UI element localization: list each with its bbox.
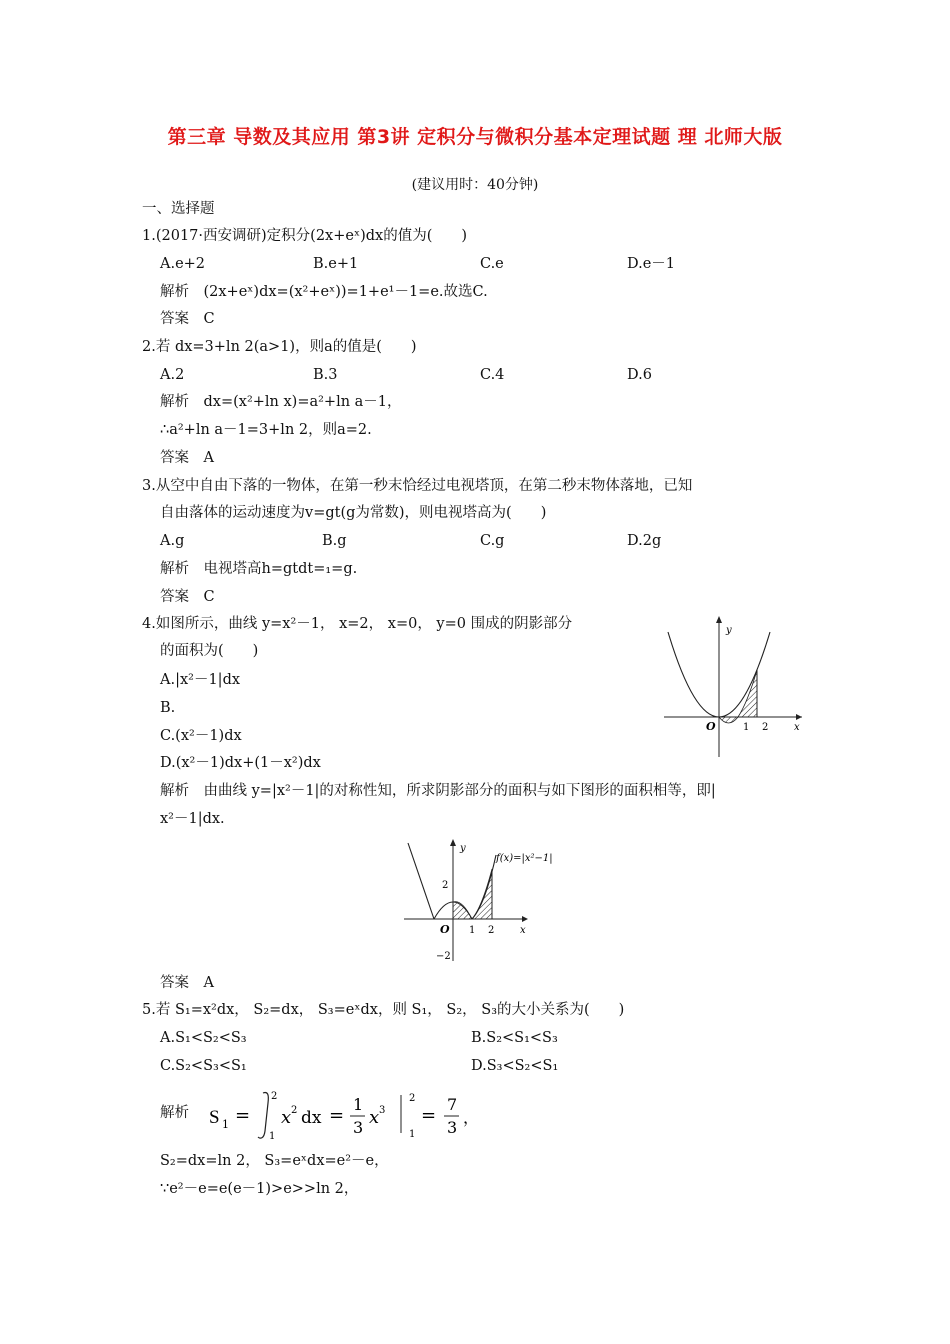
q4-answer: 答案 A [160, 975, 214, 991]
q3-answer: 答案 C [160, 589, 215, 605]
integral-sign-icon [258, 1092, 268, 1138]
fig2-tick-1: 1 [469, 925, 476, 936]
fig2-y-tick-neg2: −2 [436, 951, 451, 962]
q1-option-d: D.e－1 [627, 256, 676, 272]
formula-eval-lower: 1 [409, 1129, 416, 1140]
suggested-time: (建议用时：40分钟) [411, 177, 539, 193]
q1-stem: 1.(2017·西安调研)定积分(2x+eˣ)dx的值为( ) [142, 228, 468, 244]
q3-option-a: A.g [160, 533, 185, 549]
formula-eq-3: = [421, 1105, 437, 1126]
q4-option-a: A.|x²－1|dx [160, 672, 241, 688]
fig1-x-label: x [794, 722, 800, 733]
fig2-y-label: y [460, 843, 466, 854]
q1-answer: 答案 C [160, 311, 215, 327]
q2-option-a: A.2 [160, 367, 185, 383]
formula-dx: dx [301, 1108, 322, 1128]
fig2-tick-2: 2 [488, 925, 495, 936]
q1-analysis: 解析 (2x+eˣ)dx=(x²+eˣ))=1+e¹－1=e.故选C. [160, 284, 488, 300]
q3-stem-2: 自由落体的运动速度为v=gt(g为常数)，则电视塔高为( ) [160, 505, 547, 521]
q4-figure-parabola [660, 612, 810, 762]
formula-x3: x [369, 1107, 380, 1128]
q1-option-a: A.e+2 [160, 256, 206, 272]
fig2-origin: O [440, 923, 450, 936]
fig1-origin: O [706, 720, 716, 733]
q4-stem: 4.如图所示，曲线 y=x²－1， x=2， x=0， y=0 围成的阴影部分 [142, 616, 573, 632]
formula-eq-2: = [329, 1105, 345, 1126]
q5-option-d: D.S₃<S₂<S₁ [471, 1058, 559, 1074]
q2-option-d: D.6 [627, 367, 652, 383]
page-title: 第三章 导数及其应用 第3讲 定积分与微积分基本定理试题 理 北师大版 [167, 126, 783, 148]
q4-stem-2: 的面积为( ) [160, 643, 259, 659]
q4-option-d: D.(x²－1)dx+(1－x²)dx [160, 755, 321, 771]
q4-analysis: 解析 由曲线 y=|x²－1|的对称性知，所求阴影部分的面积与如下图形的面积相等，即| [160, 783, 716, 799]
formula-upper: 2 [271, 1091, 278, 1102]
formula-eval-upper: 2 [409, 1093, 416, 1104]
q4-option-b: B. [160, 700, 176, 716]
q4-option-c: C.(x²－1)dx [160, 728, 242, 744]
q3-option-d: D.2g [627, 533, 662, 549]
q2-answer: 答案 A [160, 450, 214, 466]
formula-tail: ， [463, 1108, 480, 1127]
q3-option-b: B.g [322, 533, 347, 549]
formula-integrand: x [281, 1107, 292, 1128]
fig2-function-label: f(x)=|x²−1| [496, 853, 553, 864]
section-heading: 一、选择题 [142, 201, 215, 217]
q2-analysis: 解析 dx=(x²+ln x)=a²+ln a－1， [160, 394, 402, 410]
formula-lhs-sub: 1 [222, 1118, 229, 1131]
q1-option-b: B.e+1 [313, 256, 359, 272]
q5-analysis-2: S₂=dx=ln 2， S₃=eˣdx=e²－e， [160, 1153, 389, 1169]
q3-option-c: C.g [480, 533, 505, 549]
formula-num: 1 [353, 1095, 364, 1114]
formula-p3: 3 [379, 1105, 386, 1116]
q5-analysis-label: 解析 [160, 1105, 189, 1121]
q1-option-c: C.e [480, 256, 504, 272]
q5-analysis-3: ∵e²－e=e(e－1)>e>>ln 2， [160, 1181, 359, 1197]
q2-option-b: B.3 [313, 367, 338, 383]
formula-rnum: 7 [447, 1095, 458, 1114]
formula-den: 3 [353, 1118, 364, 1137]
formula-lhs: S [209, 1107, 220, 1128]
fig1-tick-2: 2 [762, 722, 769, 733]
fig1-tick-1: 1 [743, 722, 750, 733]
formula-power: 2 [291, 1105, 298, 1116]
q5-stem: 5.若 S₁=x²dx， S₂=dx， S₃=eˣdx，则 S₁， S₂， S₃的大小关系为( ) [142, 1002, 625, 1018]
q5-option-b: B.S₂<S₁<S₃ [471, 1030, 558, 1046]
formula-lower: 1 [269, 1131, 276, 1142]
q2-option-c: C.4 [480, 367, 505, 383]
formula-eq-1: = [235, 1105, 251, 1126]
q3-analysis: 解析 电视塔高h=gtdt=₁=g. [160, 561, 358, 577]
q5-option-c: C.S₂<S₃<S₁ [160, 1058, 247, 1074]
q4-analysis-2: x²－1|dx. [160, 811, 225, 827]
q4-figure-absolute [400, 835, 590, 965]
q5-formula [205, 1087, 485, 1143]
q2-stem: 2.若 dx=3+ln 2(a>1)，则a的值是( ) [142, 339, 417, 355]
q3-stem: 3.从空中自由下落的一物体，在第一秒末恰经过电视塔顶，在第二秒末物体落地，已知 [142, 478, 693, 494]
q2-analysis-2: ∴a²+ln a－1=3+ln 2，则a=2. [160, 422, 372, 438]
fig2-y-tick-2: 2 [442, 880, 449, 891]
fig2-x-label: x [520, 925, 526, 936]
fig1-y-label: y [726, 625, 732, 636]
formula-rden: 3 [447, 1118, 458, 1137]
q5-option-a: A.S₁<S₂<S₃ [160, 1030, 247, 1046]
